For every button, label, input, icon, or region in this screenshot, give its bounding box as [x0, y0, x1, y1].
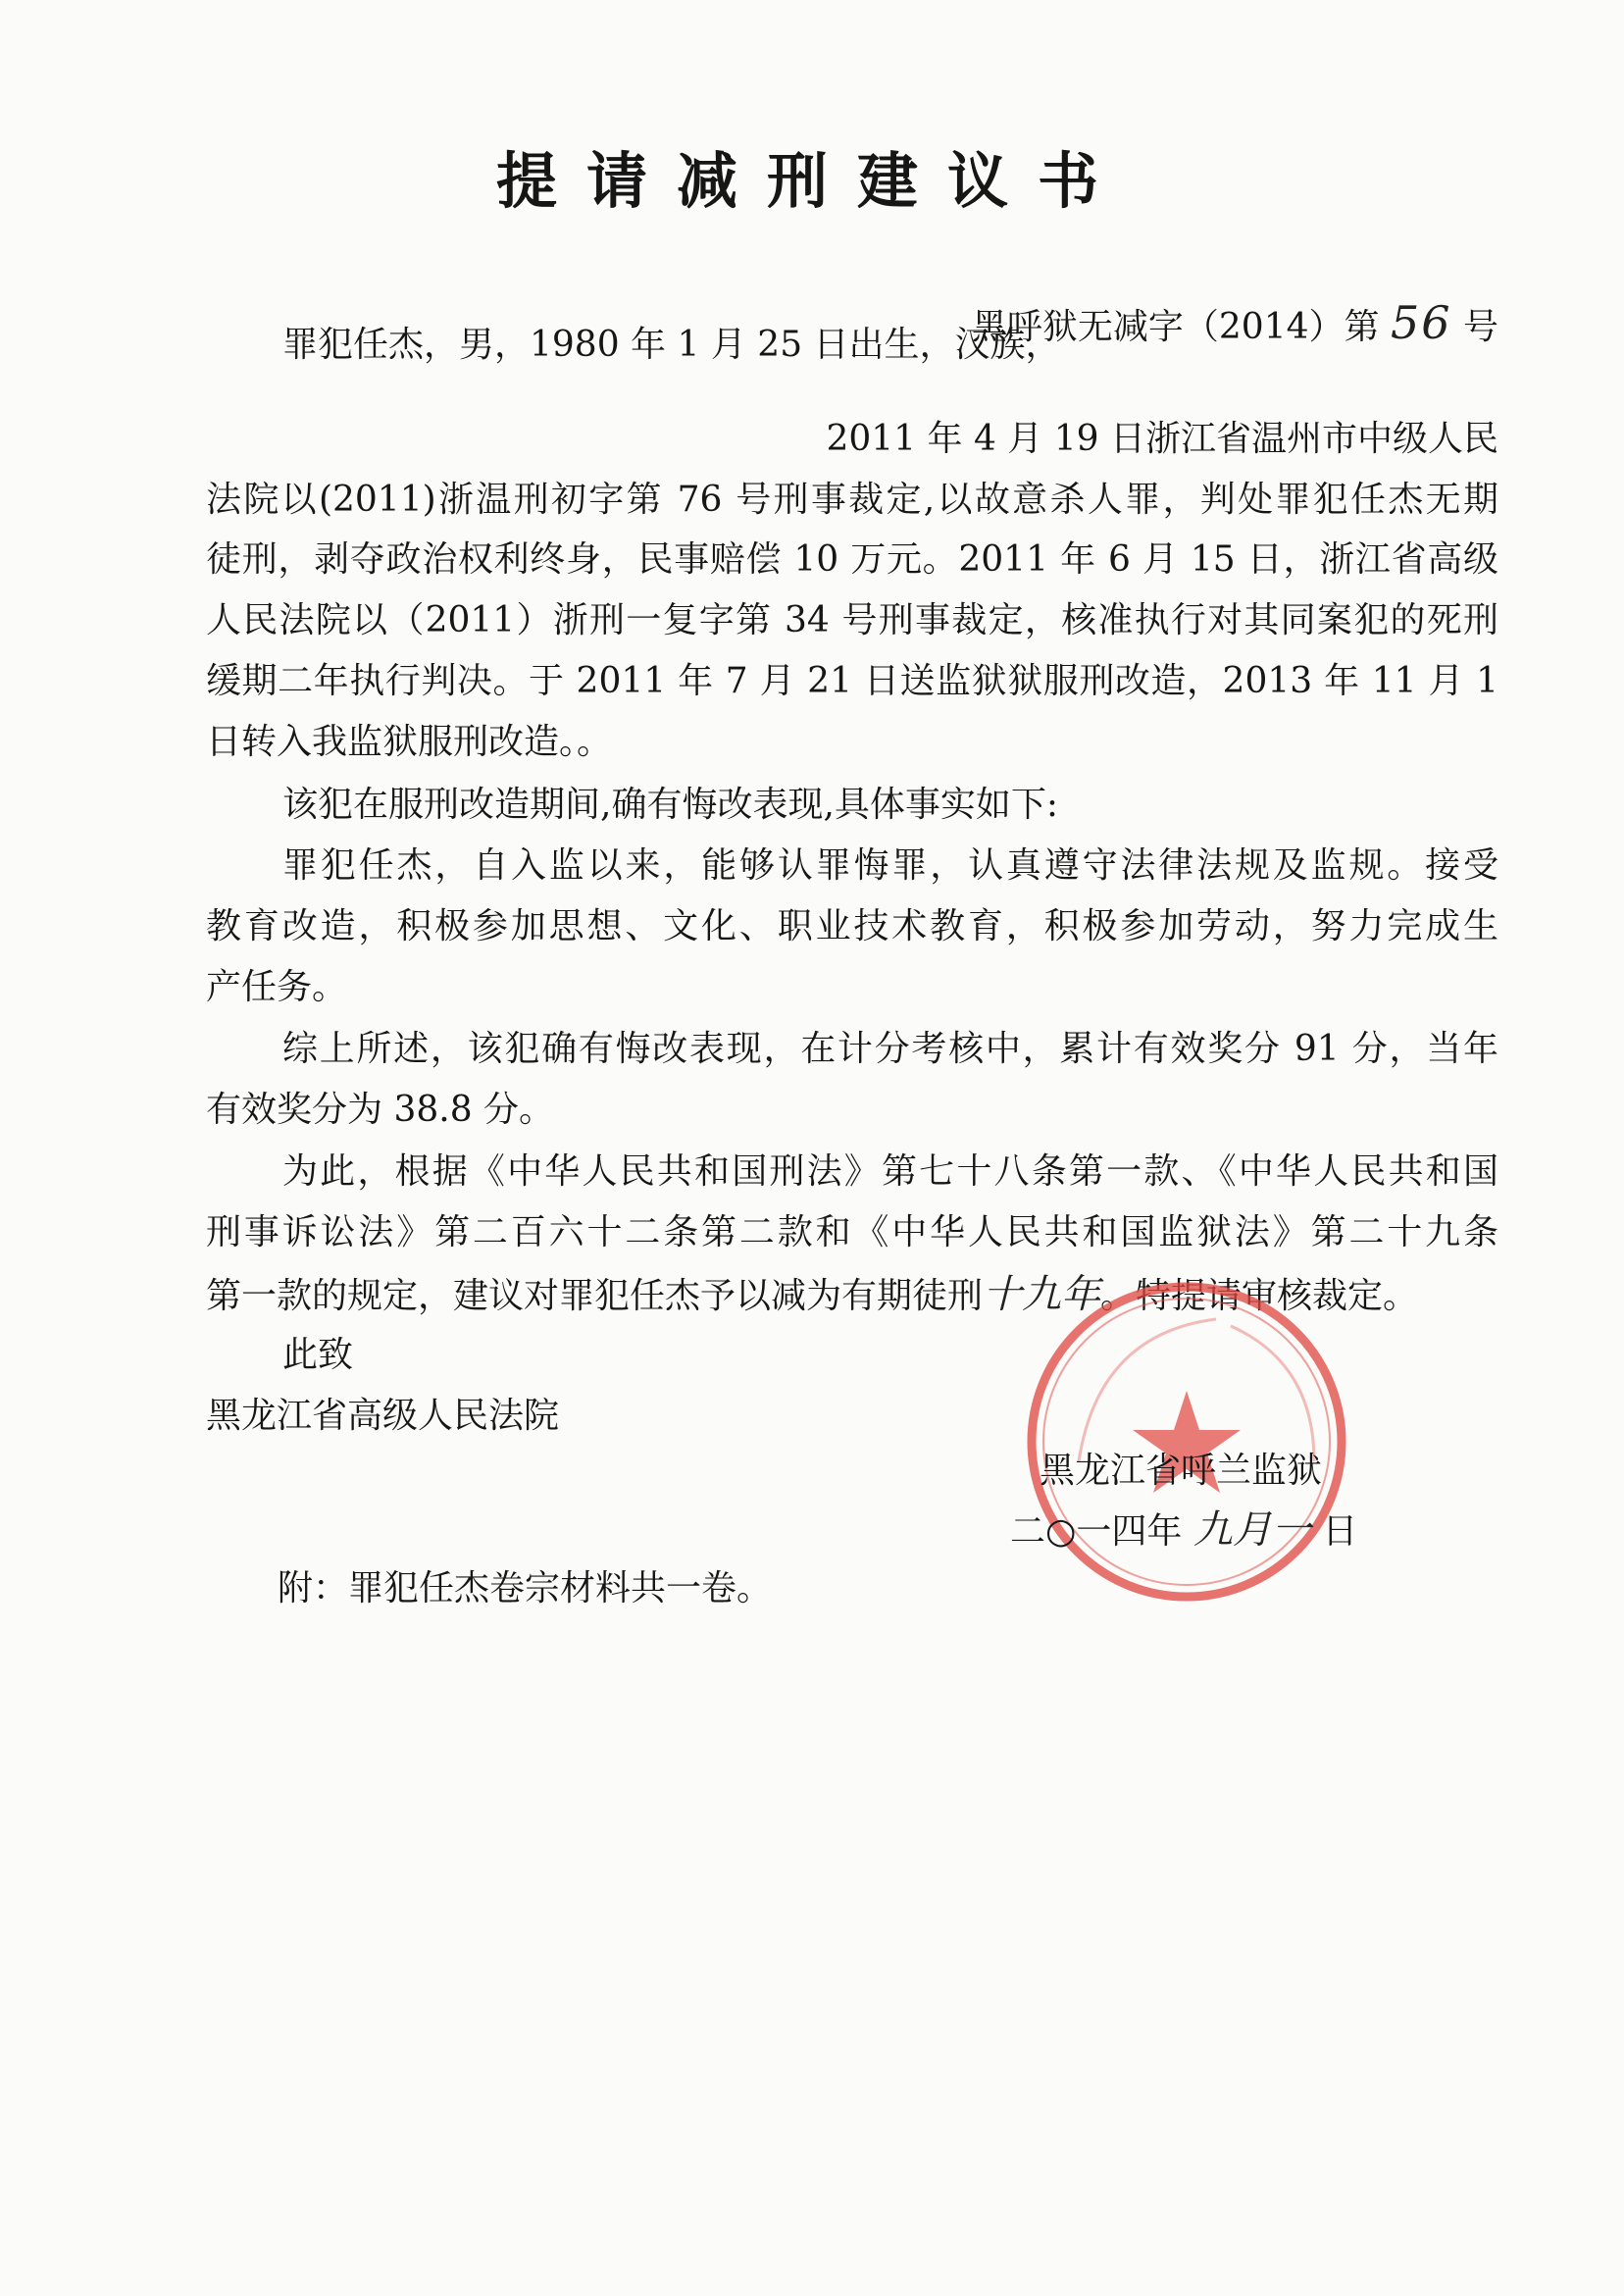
basis-line-1: 为此，根据《中华人民共和国刑法》第七十八条第一款、《中华人民共和国 — [282, 1151, 1498, 1192]
attachment-note: 附：罪犯任杰卷宗材料共一卷。 — [278, 1568, 773, 1608]
summary-line-2: 有效奖分为 38.8 分。 — [206, 1090, 555, 1130]
facts-line-3: 产任务。 — [206, 967, 348, 1007]
date-handwritten-month-day: 九月一 — [1193, 1507, 1311, 1553]
intro-line-3: 法院以(2011)浙温刑初字第 76 号刑事裁定,以故意杀人罪，判处罪犯任杰无期 — [206, 480, 1498, 520]
recipient: 黑龙江省高级人民法院 — [206, 1396, 560, 1436]
doc-number-suffix: 号 — [1462, 307, 1498, 347]
document-title: 提请减刑建议书 — [495, 145, 1128, 217]
document-date — [1010, 1507, 1358, 1553]
facts-line-1: 罪犯任杰，自入监以来，能够认罪悔罪，认真遵守法律法规及监规。接受 — [282, 845, 1498, 886]
doc-number-handwritten: 56 — [1390, 296, 1452, 349]
basis-line-3-suffix: 。特提请审核裁定。 — [1100, 1276, 1419, 1316]
date-suffix: 日 — [1322, 1511, 1358, 1552]
facts-intro: 该犯在服刑改造期间,确有悔改表现,具体事实如下: — [282, 785, 1059, 825]
date-prefix: 二○一四年 — [1010, 1511, 1183, 1552]
sender-organization: 黑龙江省呼兰监狱 — [1040, 1451, 1323, 1491]
facts-line-2: 教育改造，积极参加思想、文化、职业技术教育，积极参加劳动，努力完成生 — [206, 906, 1498, 946]
summary-line-1: 综上所述，该犯确有悔改表现，在计分考核中，累计有效奖分 91 分，当年 — [282, 1029, 1498, 1069]
intro-line-2: 2011 年 4 月 19 日浙江省温州市中级人民 — [826, 419, 1498, 459]
basis-line-2: 刑事诉讼法》第二百六十二条第二款和《中华人民共和国监狱法》第二十九条 — [206, 1212, 1498, 1252]
intro-line-6: 缓期二年执行判决。于 2011 年 7 月 21 日送监狱狱服刑改造，2013 年 11 月 1 — [206, 661, 1498, 701]
intro-line-1: 罪犯任杰，男，1980 年 1 月 25 日出生，汉族， — [282, 325, 1061, 365]
doc-number-prefix: 黑呼狱无减字（2014）第 — [971, 307, 1380, 347]
intro-line-4: 徒刑，剥夺政治权利终身，民事赔偿 10 万元。2011 年 6 月 15 日，浙江省高级 — [206, 539, 1498, 580]
salutation: 此致 — [282, 1335, 354, 1375]
basis-line-3-prefix: 第一款的规定，建议对罪犯任杰予以减为有期徒刑 — [206, 1276, 984, 1316]
intro-line-7: 日转入我监狱服刑改造。。 — [206, 722, 613, 762]
intro-line-5: 人民法院以（2011）浙刑一复字第 34 号刑事裁定，核准执行对其同案犯的死刑 — [206, 600, 1498, 640]
official-seal-stamp — [1020, 1275, 1353, 1608]
basis-handwritten-term: 十九年 — [983, 1272, 1101, 1317]
